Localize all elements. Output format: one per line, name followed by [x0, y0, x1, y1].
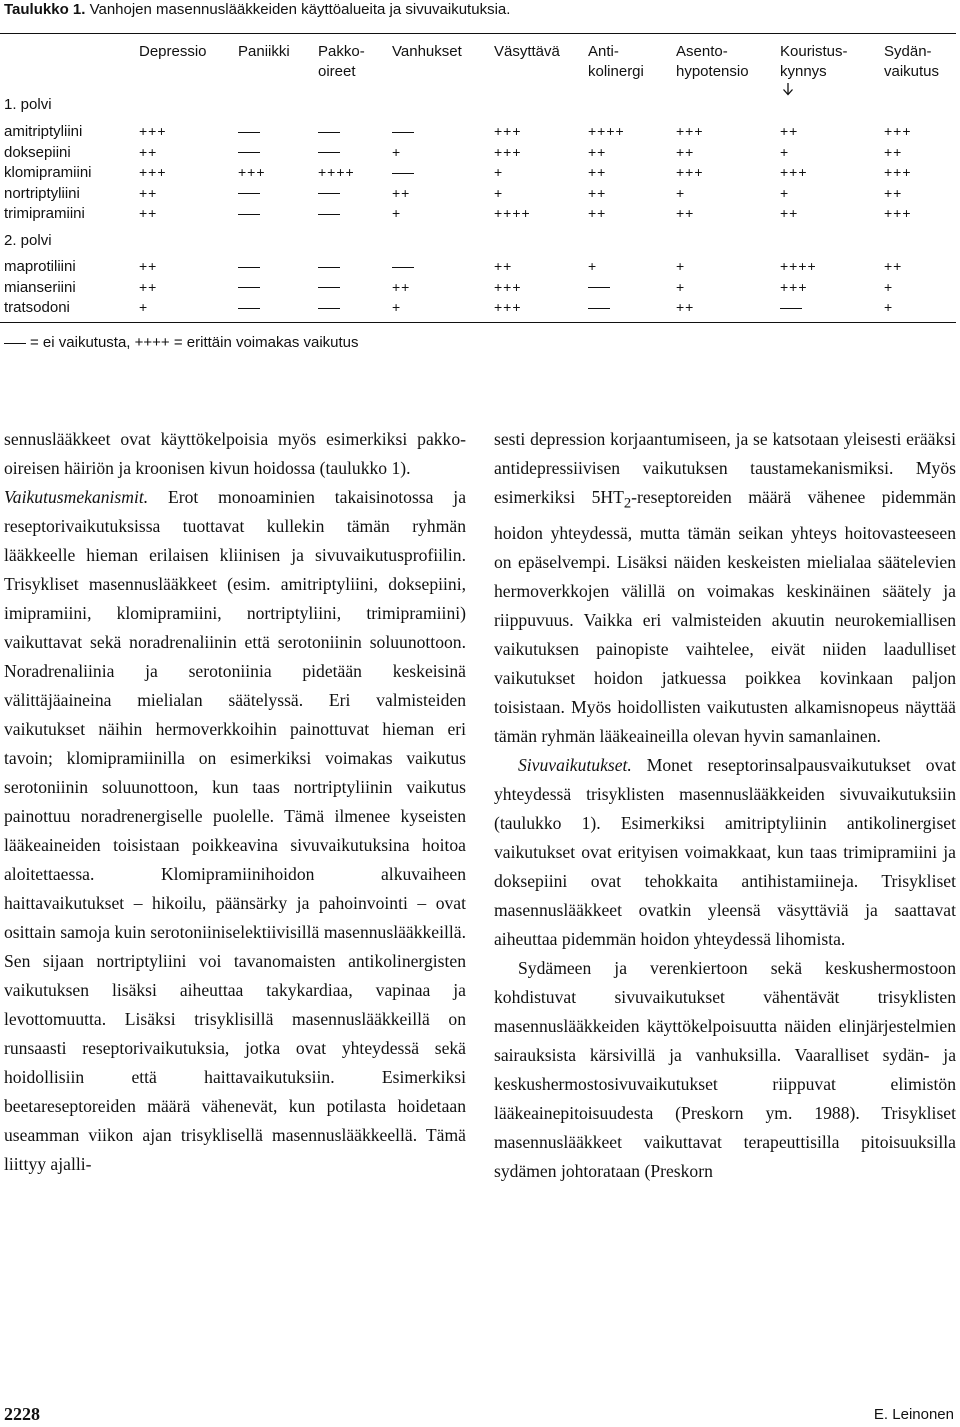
column-header-antikolinergi: Anti- kolinergi	[588, 43, 644, 80]
table-row-label: mianseriini	[4, 278, 76, 296]
dash-symbol	[392, 132, 414, 133]
table-cell: +	[392, 299, 402, 315]
table-cell: +++	[494, 299, 522, 315]
table-cell: ++	[884, 258, 903, 274]
text-column-right	[494, 425, 956, 1186]
column-header-pakko-oireet: Pakko- oireet	[318, 43, 365, 80]
table-legend-text: = ei vaikutusta, ++++ = erittäin voimakas vaikutus	[30, 334, 359, 351]
dash-symbol	[4, 343, 26, 344]
dash-symbol	[588, 308, 610, 309]
table-cell: ++	[588, 205, 607, 221]
table-cell: +	[588, 258, 598, 274]
table-cell: ++++	[494, 205, 531, 221]
table-cell: ++	[392, 184, 411, 201]
table-cell: ++	[676, 205, 695, 221]
table-cell: +	[676, 258, 686, 274]
text-column-left	[4, 425, 466, 1179]
dash-symbol	[318, 152, 340, 153]
table-legend	[4, 334, 359, 351]
section-heading: Vaikutusmekanismit.	[4, 487, 149, 507]
dash-symbol	[318, 132, 340, 133]
table-cell: +	[392, 143, 402, 160]
table-cell	[238, 299, 260, 315]
table-caption-label: Taulukko 1.	[4, 1, 86, 18]
table-cell	[238, 258, 260, 274]
dash-symbol	[318, 267, 340, 268]
table-row-label: nortriptyliini	[4, 184, 80, 202]
paragraph: Sydämeen ja verenkiertoon sekä keskushermostoon kohdistuvat sivuvaikutukset vähentävät trisyklisten masennuslääkkeiden käyttökelpoisuutta näiden elinjärjestelmien sairauksista kärsivillä ja vanhuksilla. Vaaralliset sydän- ja keskushermostosivuvaikutukset riippuvat elimistön lääkeainepitoisuudesta (Preskorn ym. 1988). Trisykliset masennuslääkkeet vaikuttavat terapeuttisilla pitoisuuksilla sydämen johtorataan (Preskorn	[494, 957, 956, 1181]
table-cell: +++	[676, 123, 704, 139]
page-number: 2228	[4, 1404, 40, 1424]
table-cell	[392, 123, 414, 139]
paragraph: sennuslääkkeet ovat käyttökelpoisia myös esimerkiksi pakko-oireisen häiriön ja kroonisen kivun hoidossa (taulukko 1).	[4, 429, 466, 478]
table-top-rule	[0, 33, 956, 34]
table-cell: +	[884, 299, 894, 315]
table-cell: +++	[780, 164, 808, 180]
table-cell: ++	[494, 258, 513, 274]
table-row-label: amitriptyliini	[4, 123, 83, 140]
table-bottom-rule	[0, 322, 956, 323]
table-caption	[4, 1, 510, 18]
table-cell: ++++	[588, 123, 625, 139]
down-arrow-icon	[782, 82, 848, 102]
table-cell: +++	[238, 164, 266, 180]
table-cell: +	[139, 299, 149, 315]
column-header-paniikki: Paniikki	[238, 43, 290, 60]
table-cell: +	[780, 184, 790, 201]
table-cell	[318, 258, 340, 274]
table-cell	[588, 299, 610, 315]
table-cell	[318, 279, 340, 295]
table-cell: ++	[676, 299, 695, 315]
dash-symbol	[392, 267, 414, 268]
table-cell: +++	[676, 164, 704, 180]
table-row-label: maprotiliini	[4, 258, 76, 275]
table-cell: ++	[139, 184, 158, 201]
table-cell: +	[884, 278, 894, 295]
subscript: 2	[623, 495, 632, 512]
table-cell: ++++	[780, 258, 817, 274]
table-cell: +++	[884, 164, 912, 180]
dash-symbol	[780, 308, 802, 309]
table-cell: +++	[139, 164, 167, 180]
table-cell: ++++	[318, 164, 355, 180]
table-cell: +++	[494, 123, 522, 139]
column-header-asentohypotensio: Asento- hypotensio	[676, 43, 749, 80]
table-cell: ++	[139, 278, 158, 295]
paragraph: sesti depression korjaantumiseen, ja se katsotaan yleisesti erääksi antidepressiivisen vaikutuksen taustamekanismiksi. Myös esimerkiksi $5HT_2$-reseptoreiden määrä vähenee pidemmän hoidon yhteydessä, mutta tämän seikan yhteys hoitovasteeseen on epäselvempi. Lisäksi näiden keskeisten mielialaa säätelevien hermoverkkojen välillä on voimakas keskinäinen säätely ja riippuvuus. Vaikka eri valmisteiden akuutin neurokemiallisen vaikutuksen painopiste vaihtelee, eivät niiden laadulliset vaikutukset hoidon jatkuessa poikkea kovinkaan paljon toisistaan. Myös hoidollisten vaikutusten alkamisnopeus näyttää tämän ryhmän lääkeaineilla olevan hyvin samanlainen.	[494, 429, 957, 746]
dash-symbol	[392, 173, 414, 174]
table-cell	[238, 205, 260, 221]
table-cell: ++	[676, 143, 695, 160]
table-cell: +++	[884, 205, 912, 221]
table-cell: +	[494, 184, 504, 201]
author-name: E. Leinonen	[873, 1406, 954, 1423]
table-cell	[318, 123, 340, 139]
dash-symbol	[238, 152, 260, 153]
table-cell: +	[494, 164, 504, 180]
table-caption-text: Vanhojen masennuslääkkeiden käyttöalueita ja sivuvaikutuksia.	[89, 1, 511, 18]
paragraph: Vaikutusmekanismit. Erot monoaminien takaisinotossa ja reseptorivaikutuksissa tuottavat kullekin tämän ryhmän lääkkeelle hieman erilaisen kliinisen ja sivuvaikutusprofiilin. Trisykliset masennuslääkkeet (esim. amitriptyliini, doksepiini, imipramiini, klomipramiini, nortriptyliini, trimipramiini) vaikuttavat sekä noradrenaliinin että serotoniinin soluunottoon. Noradrenaliinia ja serotoniinia pidetään keskeisinä välittäjäaineina mielialan säätelyssä. Eri valmisteiden vaikutukset näihin hermoverkkoihin painottuvat hieman eri tavoin; klomipramiinilla on esimerkiksi voimakas vaikutus serotoniinin soluunottoon, kun taas nortriptyliinin vaikutus painottuu noradrenergiselle puolelle. Tämä ilmenee kyseisten lääkeaineiden toisistaan poikkeavina sivuvaikutuksina hoitoa aloitettaessa. Klomipramiinihoidon alkuvaiheen haittavaikutukset – hikoilu, päänsärky ja pahoinvointi – ovat osittain samoja kuin serotoniiniselektiivisillä masennuslääkkeillä. Sen sijaan nortriptyliini voi tavanomaisten antikolinergisten vaikutuksen lisäksi aiheuttaa takykardiaa, vapinaa ja levottomuutta. Lisäksi trisyklisillä masennuslääkkeillä on runsaasti reseptorivaikutuksia, jotka ovat yhteydessä sekä hoidollisiin että haittavaikutuksiin. Esimerkiksi beetareseptoreiden määrä vähenevät, kun potilasta hoidetaan useamman viikon ajan trisyklisellä masennuslääkkeellä. Tämä liittyy ajalli-	[4, 487, 467, 1174]
table-cell: +++	[884, 123, 912, 139]
table-cell: +++	[494, 143, 522, 160]
table-cell	[238, 185, 260, 201]
table-cell: ++	[588, 184, 607, 201]
table-cell: +++	[139, 123, 167, 139]
table-cell: +++	[780, 278, 808, 295]
column-header-depressio: Depressio	[139, 43, 207, 60]
table-cell: +	[780, 143, 790, 160]
table-cell	[318, 205, 340, 221]
table-cell: ++	[139, 143, 158, 160]
table-cell	[392, 164, 414, 180]
column-header-vanhukset: Vanhukset	[392, 43, 462, 60]
dash-symbol	[238, 287, 260, 288]
table-cell	[318, 144, 340, 160]
table-cell: ++	[588, 164, 607, 180]
column-header-vasyttava: Väsyttävä	[494, 43, 560, 60]
dash-symbol	[318, 193, 340, 194]
table-cell: +	[676, 184, 686, 201]
dash-symbol	[318, 287, 340, 288]
table-cell: +++	[494, 278, 522, 295]
dash-symbol	[238, 267, 260, 268]
table-cell: ++	[392, 278, 411, 295]
table-cell	[780, 299, 802, 315]
table-row-label: klomipramiini	[4, 164, 92, 181]
table-cell: ++	[139, 258, 158, 274]
table-cell	[392, 258, 414, 274]
table-cell	[238, 123, 260, 139]
row-group-label: 2. polvi	[4, 232, 52, 249]
table-cell: +	[676, 278, 686, 295]
table-row-label: doksepiini	[4, 143, 71, 161]
table-cell	[238, 144, 260, 160]
table-cell	[238, 279, 260, 295]
section-heading: Sivuvaikutukset.	[518, 754, 632, 775]
table-cell: ++	[139, 205, 158, 221]
table-cell: ++	[884, 143, 903, 160]
table-cell: ++	[780, 205, 799, 221]
table-cell: ++	[588, 143, 607, 160]
table-cell: ++	[884, 184, 903, 201]
dash-symbol	[238, 308, 260, 309]
table-cell: +	[392, 205, 402, 221]
table-cell: ++	[780, 123, 799, 139]
dash-symbol	[238, 214, 260, 215]
table-cell	[318, 185, 340, 201]
column-header-sydanvaikutus: Sydän- vaikutus	[884, 43, 940, 80]
dash-symbol	[238, 132, 260, 133]
paragraph: Sivuvaikutukset. Monet reseptorinsalpausvaikutukset ovat yhteydessä trisyklisten masennuslääkkeiden sivuvaikutuksiin (taulukko 1). Esimerkiksi amitriptyliinin antikolinergiset vaikutukset ovat erityisen voimakkaat, kun taas trimipramiini ja doksepiini ovat tehokkaita antihistamiineja. Trisykliset masennuslääkkeet ovatkin yleensä väsyttäviä ja saattavat aiheuttaa pidemmän hoidon yhteydessä lihomista.	[494, 754, 957, 949]
column-header-kouristuskynnys: Kouristus- kynnys	[780, 42, 848, 102]
table-row-label: trimipramiini	[4, 205, 85, 222]
table-cell	[588, 279, 610, 295]
dash-symbol	[318, 214, 340, 215]
dash-symbol	[238, 193, 260, 194]
table-cell	[318, 299, 340, 315]
table-row-label: tratsodoni	[4, 299, 70, 316]
row-group-label: 1. polvi	[4, 96, 52, 113]
dash-symbol	[318, 308, 340, 309]
dash-symbol	[588, 287, 610, 288]
